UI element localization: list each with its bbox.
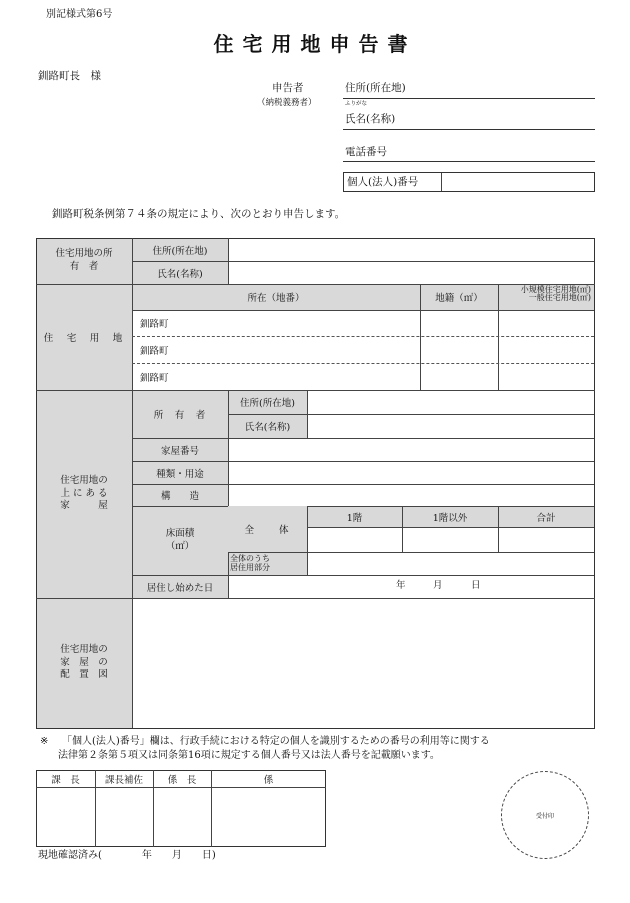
statement: 釧路町税条例第７４条の規定により、次のとおり申告します。 <box>52 208 346 220</box>
approval-col-chief: 課 長 <box>51 774 80 786</box>
reception-stamp-label: 受付印 <box>535 813 554 820</box>
land-row-1[interactable]: 釧路町 <box>140 319 169 330</box>
approval-col-deputy: 課長補佐 <box>104 774 143 786</box>
declarant-name-field[interactable] <box>343 129 595 130</box>
declarant-sublabel: （納税義務者） <box>257 98 317 108</box>
declarant-name-label: 氏名(名称) <box>345 113 396 125</box>
personal-number-label: 個人(法人)番号 <box>347 176 419 188</box>
house-owner-address-label: 住所(所在地) <box>240 398 295 409</box>
owner-name-field[interactable] <box>229 262 594 284</box>
start-date-label: 居住し始めた日 <box>146 582 214 594</box>
owner-address-field[interactable] <box>229 239 594 261</box>
house-owner-address-field[interactable] <box>308 391 594 414</box>
land-row-3[interactable]: 釧路町 <box>140 372 169 384</box>
note-line-1: 「個人(法人)番号」欄は、行政手続における特定の個人を識別するための番号の利用等に関する <box>62 736 490 747</box>
residential-part-label: 全体のうち 居住用部分 <box>230 554 270 572</box>
approval-col-staff: 係 <box>263 774 274 786</box>
owner-address-label: 住所(所在地) <box>152 245 208 257</box>
declarant-address-field[interactable] <box>343 98 595 99</box>
note-line-2: 法律第２条第５項又は同条第16項に規定する個人番号又は法人番号を記載願います。 <box>58 750 440 761</box>
col-category: 地籍（㎡） <box>435 293 483 304</box>
col-other-floors: 1階以外 <box>432 512 468 524</box>
reception-stamp-circle <box>501 771 589 859</box>
house-section-header: 住宅用地の 上 に あ る 家 屋 <box>60 474 108 512</box>
floor-other-field[interactable] <box>403 528 498 552</box>
page-title: 住宅用地申告書 <box>213 32 417 56</box>
owner-section-header: 住宅用地の所 有 者 <box>55 248 123 272</box>
col-land-type <box>498 286 594 310</box>
structure-label: 構 造 <box>160 491 199 502</box>
house-no-label: 家屋番号 <box>160 445 199 457</box>
approval-col-section-chief: 係 長 <box>167 774 197 786</box>
structure-field[interactable] <box>229 485 594 506</box>
declarant-label: 申告者 <box>272 82 304 94</box>
start-date-month: 月 <box>433 580 443 591</box>
col-general: 一般住宅用地(㎡) <box>528 293 591 303</box>
owner-name-label: 氏名(名称) <box>157 268 203 280</box>
house-type-label: 種類・用途 <box>156 468 204 480</box>
land-row-2[interactable]: 釧路町 <box>140 345 169 357</box>
furigana-label: ふりがな <box>345 101 368 107</box>
addressee: 釧路町長 様 <box>38 70 101 82</box>
col-sum: 合計 <box>536 512 556 524</box>
start-date-year: 年 <box>396 580 406 591</box>
house-type-field[interactable] <box>229 462 594 484</box>
col-location: 所在（地番） <box>247 293 305 304</box>
col-small: 小規模住宅用地(㎡) <box>520 285 591 294</box>
note-mark: ※ <box>40 736 49 747</box>
declarant-address-label: 住所(所在地) <box>345 82 406 94</box>
house-owner-label: 所 有 者 <box>153 410 207 421</box>
total-label: 全 体 <box>228 506 307 552</box>
floor-area-label: 床面積 （㎡） <box>165 528 195 552</box>
floor-1f-field[interactable] <box>308 528 402 552</box>
residential-part-field[interactable] <box>308 553 594 575</box>
form-number: 別記様式第6号 <box>46 9 113 20</box>
layout-section-header: 住宅用地の 家 屋 の 配 置 図 <box>60 643 108 681</box>
land-section-header: 住 宅 用 地 <box>43 333 125 344</box>
house-owner-name-field[interactable] <box>308 415 594 438</box>
house-owner-name-label: 氏名(名称) <box>244 422 291 433</box>
start-date-day: 日 <box>471 580 481 591</box>
house-no-field[interactable] <box>229 439 594 461</box>
declarant-phone-label: 電話番号 <box>345 146 387 158</box>
declarant-phone-field[interactable] <box>343 161 595 162</box>
col-1f: 1階 <box>346 512 363 524</box>
site-confirmation: 現地確認済み( 年 月 日) <box>38 850 216 861</box>
floor-sum-field[interactable] <box>499 528 594 552</box>
layout-drawing-area[interactable] <box>133 599 594 728</box>
personal-number-box <box>343 172 595 192</box>
personal-number-field[interactable] <box>442 173 594 191</box>
